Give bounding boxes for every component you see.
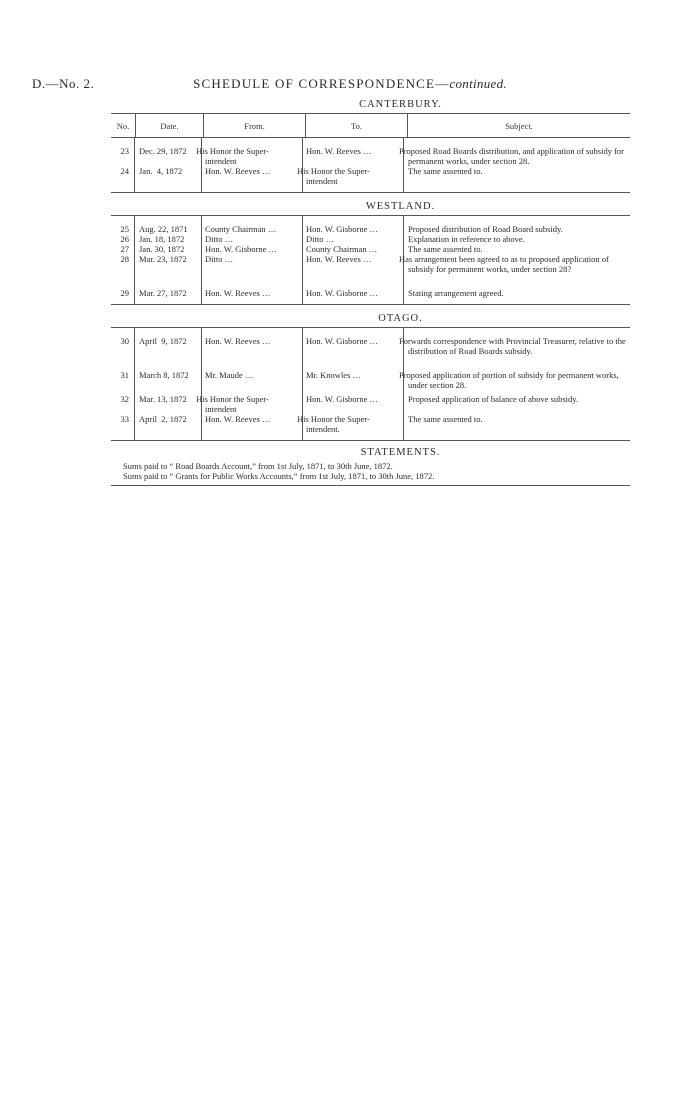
statement-line: Sums paid to “ Road Boards Account,” from 1st July, 1871, to 30th June, 1872. xyxy=(123,461,393,471)
column-to xyxy=(297,138,404,192)
column-no xyxy=(111,328,135,440)
row-no: 29 xyxy=(120,288,129,298)
header-subject: Subject. xyxy=(505,120,533,131)
header-from: From. xyxy=(204,114,306,137)
row-no: 26 xyxy=(120,234,129,244)
row-no: 28 xyxy=(120,254,129,264)
row-subject: The same assented to. xyxy=(408,414,483,424)
row-date: Jan. 30, 1872 xyxy=(139,244,185,254)
column-to xyxy=(303,216,404,304)
row-to: County Chairman … xyxy=(306,244,378,254)
column-date xyxy=(135,328,202,440)
row-to: His Honor the Super-intendent xyxy=(297,166,370,186)
row-date: April 2, 1872 xyxy=(139,414,187,424)
row-date: Mar. 23, 1872 xyxy=(139,254,187,264)
row-from: Hon. W. Reeves … xyxy=(205,336,271,346)
row-to: Ditto … xyxy=(306,234,335,244)
row-no: 23 xyxy=(120,146,129,156)
header-to: To. xyxy=(306,114,408,137)
row-no: 24 xyxy=(120,166,129,176)
row-from: Mr. Maude … xyxy=(205,370,254,380)
row-no: 30 xyxy=(120,336,129,346)
column-to xyxy=(297,328,404,440)
header-date: Date. xyxy=(136,114,204,137)
row-to: Hon. W. Gisborne … xyxy=(306,394,379,404)
column-from xyxy=(202,216,303,304)
row-date: April 9, 1872 xyxy=(139,336,187,346)
row-no: 25 xyxy=(120,224,129,234)
row-date: March 8, 1872 xyxy=(139,370,189,380)
column-header-row xyxy=(111,113,630,138)
correspondence-schedule xyxy=(111,97,630,486)
title-main: SCHEDULE OF CORRESPONDENCE— xyxy=(193,76,450,91)
closing-rule xyxy=(111,485,630,486)
section-heading-westland: WESTLAND. xyxy=(365,201,436,212)
section-body-canterbury xyxy=(111,138,630,193)
statement-line: Sums paid to “ Grants for Public Works Accounts,” from 1st July, 1871, to 30th June, 1872. xyxy=(123,471,435,481)
statements-block xyxy=(111,445,630,486)
row-subject: Proposed distribution of Road Board subsidy. xyxy=(408,224,563,234)
page-reference: D.—No. 2. xyxy=(32,76,95,91)
header-no: No. xyxy=(111,114,136,137)
row-from: Ditto … xyxy=(205,254,234,264)
row-date: Jan. 4, 1872 xyxy=(139,166,183,176)
row-no: 31 xyxy=(120,370,129,380)
column-date xyxy=(135,138,202,192)
section-heading-statements: STATEMENTS. xyxy=(360,447,441,458)
row-from: Hon. W. Gisborne … xyxy=(205,244,278,254)
row-subject: The same assented to. xyxy=(408,244,483,254)
row-subject: Proposed application of portion of subsidy for permanent works, under section 28. xyxy=(399,370,619,390)
column-no xyxy=(111,138,135,192)
row-date: Mar. 13, 1872 xyxy=(139,394,187,404)
row-to: Hon. W. Gisborne … xyxy=(306,336,379,346)
row-to: Mr. Knowles … xyxy=(306,370,362,380)
row-to: Hon. W. Gisborne … xyxy=(306,288,379,298)
row-subject: Proposed application of balance of above subsidy. xyxy=(408,394,579,404)
row-date: Dec. 29, 1872 xyxy=(139,146,187,156)
column-from xyxy=(196,328,303,440)
row-to: Hon. W. Reeves … xyxy=(306,254,372,264)
row-from: Hon. W. Reeves … xyxy=(205,288,271,298)
row-subject: Proposed Road Boards distribution, and application of subsidy for permanent works, under section 28. xyxy=(399,146,624,166)
title-continued: continued. xyxy=(449,76,507,91)
row-from: Hon. W. Reeves … xyxy=(205,166,271,176)
row-to: Hon. W. Gisborne … xyxy=(306,224,379,234)
column-from xyxy=(196,138,303,192)
row-to: His Honor the Super-intendent. xyxy=(297,414,370,434)
column-no xyxy=(111,216,135,304)
column-date xyxy=(135,216,202,304)
section-heading-otago: OTAGO. xyxy=(378,313,423,324)
row-no: 32 xyxy=(120,394,129,404)
row-to: Hon. W. Reeves … xyxy=(306,146,372,156)
row-subject: Forwards correspondence with Provincial Treasurer, relative to the distribution of Road Boards subsidy. xyxy=(399,336,626,356)
column-subject xyxy=(399,328,630,440)
row-subject: The same assented to. xyxy=(408,166,483,176)
page-title xyxy=(0,76,700,92)
row-date: Jan. 18, 1872 xyxy=(139,234,185,244)
row-subject: Stating arrangement agreed. xyxy=(408,288,504,298)
row-from: His Honor the Super-intendent xyxy=(196,146,269,166)
row-date: Mar. 27, 1872 xyxy=(139,288,187,298)
row-from: His Honor the Super-intendent xyxy=(196,394,269,414)
row-no: 33 xyxy=(120,414,129,424)
section-heading-canterbury: CANTERBURY. xyxy=(359,99,442,110)
section-body-otago xyxy=(111,327,630,441)
row-subject: Explanation in reference to above. xyxy=(408,234,525,244)
row-date: Aug. 22, 1871 xyxy=(139,224,188,234)
column-subject xyxy=(399,138,630,192)
column-subject xyxy=(399,216,630,304)
row-no: 27 xyxy=(120,244,129,254)
row-from: County Chairman … xyxy=(205,224,277,234)
row-subject: Has arrangement been agreed to as to proposed application of subsidy for permanent works, under section 28? xyxy=(399,254,609,274)
row-from: Ditto … xyxy=(205,234,234,244)
section-body-westland xyxy=(111,215,630,305)
row-from: Hon. W. Reeves … xyxy=(205,414,271,424)
